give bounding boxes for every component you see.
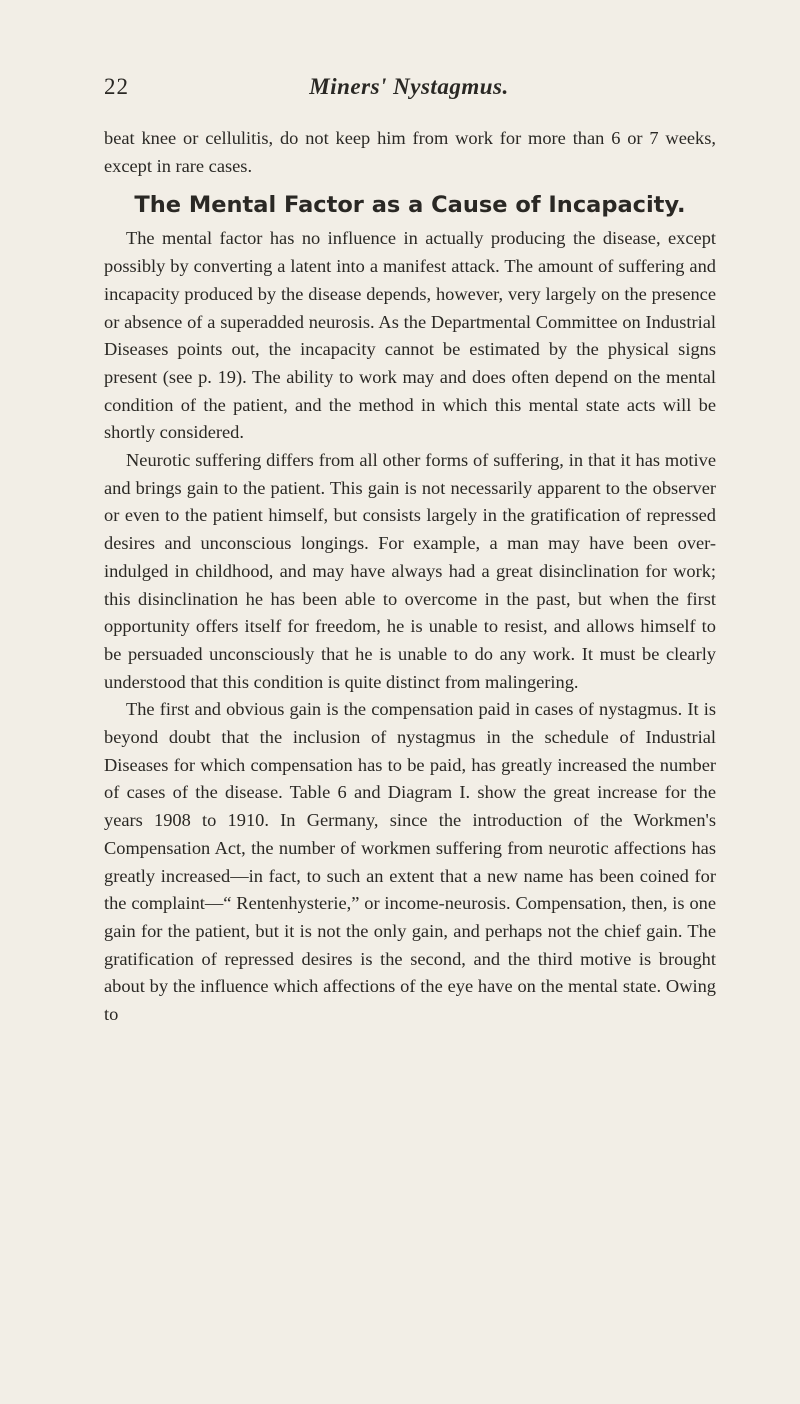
page-number: 22 [104,74,129,99]
paragraph-compensation: The first and obvious gain is the compensation paid in cases of nystagmus. It is beyond doubt that the inclusion of nystagmus in the schedule of Industrial Diseases for which compensation has to be paid, has greatly increased the number of cases of the disease. Table 6 and Diagram I. show the great increase for the years 1908 to 1910. In Germany, since the introduction of the Workmen's Compensation Act, the number of workmen suffering from neurotic affections has greatly increased—in fact, to such an extent that a new name has been coined for the complaint—“ Rentenhysterie,” or income-neurosis. Compensation, then, is one gain for the patient, but it is not the only gain, and perhaps not the chief gain. The gratification of repressed desires is the second, and the third motive is brought about by the influence which affections of the eye have on the mental state. Owing to [104,699,716,1025]
section-heading: The Mental Factor as a Cause of Incapacity. [134,192,686,219]
running-title: Miners' Nystagmus. [309,74,509,99]
paragraph-neurotic-suffering: Neurotic suffering differs from all other forms of suffering, in that it has motive and brings gain to the patient. This gain is not necessarily apparent to the observer or even to the patient himself, but consists largely in the gratification of repressed desires and unconscious longings. For example, a man may have been over-indulged in childhood, and may have always had a great disinclination for work; this disinclination he has been able to overcome in the past, but when the first opportunity offers itself for freedom, he is unable to resist, and allows himself to be persuaded unconsciously that he is unable to do any work. It must be clearly understood that this condition is quite distinct from malingering. [104,450,716,692]
body-text [104,125,716,1029]
paragraph-mental-factor: The mental factor has no influence in actually producing the disease, except possibly by converting a latent into a manifest attack. The amount of suffering and incapacity produced by the disease depends, however, very largely on the presence or absence of a superadded neurosis. As the Departmental Committee on Industrial Diseases points out, the incapacity cannot be estimated by the physical signs present (see p. 19). The ability to work may and does often depend on the mental condition of the patient, and the method in which this mental state acts will be shortly considered. [104,228,716,443]
running-head [104,74,714,118]
continued-paragraph: beat knee or cellulitis, do not keep him from work for more than 6 or 7 weeks, except in rare cases. [104,128,716,176]
